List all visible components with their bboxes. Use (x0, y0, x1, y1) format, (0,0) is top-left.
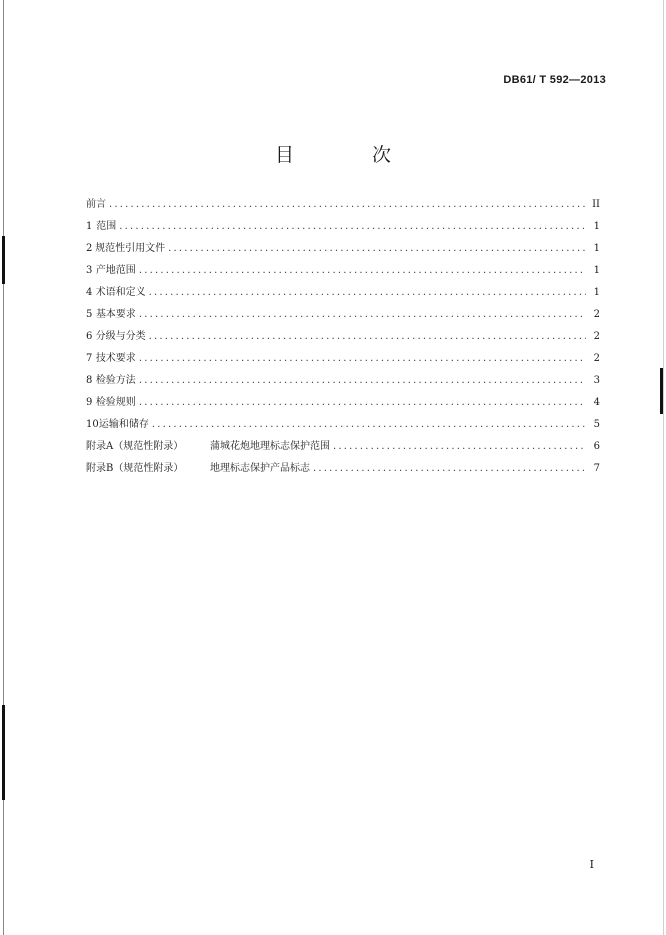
toc-dot-leader (139, 397, 586, 408)
toc-entry[interactable] (86, 261, 600, 283)
toc-entry[interactable] (86, 437, 600, 459)
toc-entry-title: 基本要求 (95, 309, 136, 320)
toc-entry-page: 4 (593, 397, 600, 408)
toc-entry-title: 蒲城花炮地理标志保护范围 (210, 441, 330, 452)
scan-mark-left-top (2, 236, 5, 284)
toc-entry-number: 4 (86, 287, 93, 298)
toc-entry-label (96, 393, 136, 408)
toc-entry-label (86, 437, 330, 452)
toc-entry[interactable] (86, 349, 600, 371)
toc-dot-leader (119, 221, 586, 232)
table-of-contents (86, 195, 600, 481)
toc-entry-page: 2 (593, 353, 600, 364)
toc-entry[interactable] (86, 283, 600, 305)
toc-entry-number: 10 (86, 419, 99, 430)
toc-entry-label (96, 261, 136, 276)
toc-entry-number: 1 (86, 221, 93, 232)
toc-entry-appendix-prefix: 附录B（规范性附录） (86, 463, 184, 474)
toc-dot-leader (139, 353, 586, 364)
toc-entry-page: 2 (593, 331, 600, 342)
toc-entry-title: 范围 (96, 221, 117, 232)
toc-entry[interactable] (86, 195, 600, 217)
toc-entry-number: 3 (86, 265, 93, 276)
toc-entry-label (96, 371, 136, 386)
toc-entry-page: 1 (593, 221, 600, 232)
toc-entry-title: 规范性引用文件 (95, 243, 166, 254)
toc-entry[interactable] (86, 459, 600, 481)
toc-dot-leader (333, 441, 586, 452)
toc-entry-appendix-prefix: 附录A（规范性附录） (86, 441, 184, 452)
toc-entry-number: 7 (86, 353, 93, 364)
toc-entry-page: II (592, 199, 600, 210)
page-title: 目 次 (274, 144, 428, 166)
toc-entry-label (95, 239, 165, 254)
toc-entry-page: 5 (593, 419, 600, 430)
toc-entry-number: 8 (86, 375, 93, 386)
toc-dot-leader (139, 375, 586, 386)
document-code: DB61/ T 592—2013 (503, 74, 606, 86)
toc-entry-label (96, 349, 136, 364)
toc-entry-title: 技术要求 (95, 353, 136, 364)
toc-entry-page: 1 (593, 287, 600, 298)
toc-entry-title: 术语和定义 (95, 287, 146, 298)
toc-entry-title: 前言 (86, 199, 106, 210)
toc-dot-leader (152, 419, 586, 430)
toc-entry-page: 7 (593, 463, 600, 474)
toc-entry-page: 2 (593, 309, 600, 320)
toc-entry-page: 1 (593, 243, 600, 254)
toc-dot-leader (149, 287, 586, 298)
toc-entry-title: 运输和储存 (98, 419, 149, 430)
toc-entry[interactable] (86, 371, 600, 393)
toc-entry-page: 1 (593, 265, 600, 276)
toc-dot-leader (149, 331, 586, 342)
toc-dot-leader (313, 463, 586, 474)
toc-entry-label (96, 283, 146, 298)
toc-entry-number: 2 (86, 243, 93, 254)
toc-dot-leader (139, 265, 586, 276)
page-number: I (589, 858, 594, 871)
toc-dot-leader (168, 243, 586, 254)
toc-entry-label (96, 305, 136, 320)
toc-entry-label (86, 459, 310, 474)
toc-entry-title: 分级与分类 (95, 331, 146, 342)
toc-entry[interactable] (86, 415, 600, 437)
scan-mark-left-bottom (2, 705, 5, 800)
toc-entry-number: 9 (86, 397, 93, 408)
toc-entry[interactable] (86, 393, 600, 415)
toc-entry-title: 检验方法 (95, 375, 136, 386)
toc-entry-label (96, 217, 116, 232)
toc-entry-page: 6 (593, 441, 600, 452)
toc-dot-leader (109, 199, 586, 210)
toc-entry[interactable] (86, 239, 600, 261)
toc-entry[interactable] (86, 217, 600, 239)
toc-entry[interactable] (86, 327, 600, 349)
toc-entry-number: 6 (86, 331, 93, 342)
toc-entry-page: 3 (593, 375, 600, 386)
toc-entry[interactable] (86, 305, 600, 327)
toc-dot-leader (139, 309, 586, 320)
toc-entry-number: 5 (86, 309, 93, 320)
toc-entry-label (86, 195, 106, 210)
toc-entry-title: 地理标志保护产品标志 (210, 463, 310, 474)
toc-entry-title: 检验规则 (95, 397, 136, 408)
toc-entry-label (99, 415, 149, 430)
toc-entry-label (96, 327, 146, 342)
toc-entry-title: 产地范围 (95, 265, 136, 276)
